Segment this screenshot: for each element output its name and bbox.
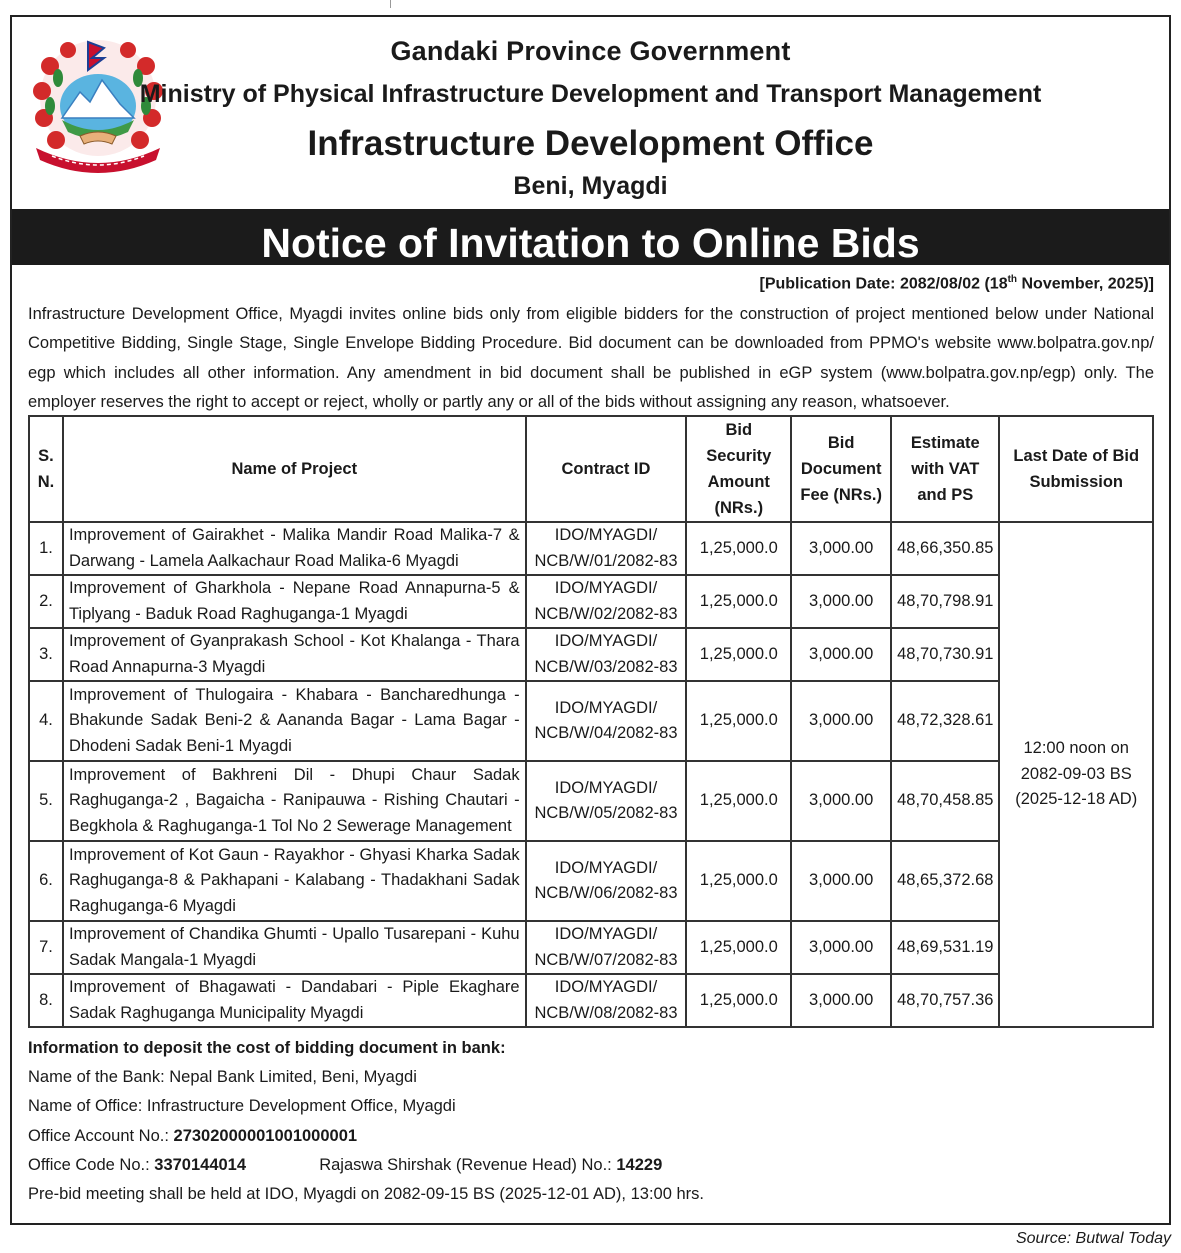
contract-id-line2: NCB/W/02/2082-83 [534, 604, 678, 623]
row-project-name: Improvement of Bhagawati - Dandabari - Piple Ekaghare Sadak Raghuganga Municipality Myagdi [63, 974, 526, 1027]
row-contract-id [526, 575, 687, 628]
row-bid-security: 1,25,000.0 [686, 681, 791, 761]
row-bid-security: 1,25,000.0 [686, 628, 791, 681]
notice-banner [12, 209, 1169, 265]
last-date-cell [999, 522, 1153, 1027]
row-project-name: Improvement of Gharkhola - Nepane Road Annapurna-5 & Tiplyang - Baduk Road Raghuganga-1 Myagdi [63, 575, 526, 628]
header-document-fee: Bid Document Fee (NRs.) [791, 416, 891, 522]
row-estimate: 48,69,531.19 [891, 921, 999, 974]
row-sn: 3. [29, 628, 63, 681]
publication-date-suffix: November, 2025)] [1017, 275, 1154, 293]
notice-title: Notice of Invitation to Online Bids [261, 220, 920, 265]
row-contract-id [526, 761, 687, 841]
table-row [29, 761, 1153, 841]
row-document-fee: 3,000.00 [791, 921, 891, 974]
contract-id-line2: NCB/W/03/2082-83 [534, 657, 678, 676]
row-estimate: 48,70,757.36 [891, 974, 999, 1027]
row-sn: 6. [29, 841, 63, 921]
top-margin-mark [390, 0, 391, 8]
projects-table [28, 415, 1154, 1028]
table-row [29, 681, 1153, 761]
last-date-line2: 2082-09-03 BS [1020, 764, 1132, 783]
row-estimate: 48,66,350.85 [891, 522, 999, 575]
bank-info-heading: Information to deposit the cost of bidding document in bank: [28, 1039, 506, 1057]
prebid-meeting: Pre-bid meeting shall be held at IDO, Myagdi on 2082-09-15 BS (2025-12-01 AD), 13:00 hrs. [28, 1184, 704, 1203]
office-code [28, 1151, 704, 1180]
contract-id-line2: NCB/W/04/2082-83 [534, 724, 678, 742]
contract-id-line1: IDO/MYAGDI/ [554, 632, 658, 650]
row-sn: 4. [29, 681, 63, 761]
table-row [29, 575, 1153, 628]
office-title: Infrastructure Development Office [307, 124, 874, 163]
ministry-title: Ministry of Physical Infrastructure Development and Transport Management [139, 80, 1042, 108]
table-row [29, 974, 1153, 1027]
province-title: Gandaki Province Government [390, 36, 791, 66]
bank-info-section [28, 1034, 704, 1209]
publication-date-prefix: [Publication Date: 2082/08/02 (18 [759, 275, 1008, 293]
row-document-fee: 3,000.00 [791, 761, 891, 841]
row-sn: 7. [29, 921, 63, 974]
intro-paragraph: Infrastructure Development Office, Myagdi invites online bids only from eligible bidders for the construction of project mentioned below under National Competitive Bidding, Single Stage, Single Envelope Bidding Procedure. Bid document can be downloaded from PPMO's website www.bolpatra.gov.np/ egp which includes all other information. Any amendment in bid document shall be published in eGP system (www.bolpatra.gov.np/egp) only. The employer reserves the right to accept or reject, wholly or partly any or all of the bids without assigning any reason, whatsoever. [28, 305, 1154, 412]
table-row [29, 628, 1153, 681]
table-row [29, 522, 1153, 575]
publication-date [759, 274, 1154, 293]
header-last-date: Last Date of Bid Submission [999, 416, 1153, 522]
row-project-name: Improvement of Thulogaira - Khabara - Bancharedhunga - Bhakunde Sadak Beni-2 & Aananda Bagar - Lama Bagar - Dhodeni Sadak Beni-1 Myagdi [63, 681, 526, 761]
row-estimate: 48,72,328.61 [891, 681, 999, 761]
header-bid-security: Bid Security Amount (NRs.) [686, 416, 791, 522]
source-credit: Source: Butwal Today [1015, 1230, 1171, 1247]
last-date-line3: (2025-12-18 AD) [1015, 790, 1138, 809]
account-number [28, 1122, 704, 1151]
contract-id-line1: IDO/MYAGDI/ [554, 858, 658, 877]
row-estimate: 48,65,372.68 [891, 841, 999, 921]
row-bid-security: 1,25,000.0 [686, 522, 791, 575]
row-project-name: Improvement of Chandika Ghumti - Upallo Tusarepani - Kuhu Sadak Mangala-1 Myagdi [63, 921, 526, 974]
header-contract-id: Contract ID [526, 416, 687, 522]
office-code-label: Office Code No.: [28, 1155, 155, 1174]
row-project-name: Improvement of Gyanprakash School - Kot Khalanga - Thara Road Annapurna-3 Myagdi [63, 628, 526, 681]
publication-date-sup: th [1007, 274, 1018, 285]
last-date-line1: 12:00 noon on [1023, 739, 1129, 758]
contract-id-line2: NCB/W/08/2082-83 [534, 1003, 678, 1022]
contract-id-line1: IDO/MYAGDI/ [554, 526, 658, 544]
header-project-name: Name of Project [63, 416, 526, 522]
row-project-name: Improvement of Bakhreni Dil - Dhupi Chaur Sadak Raghuganga-2 , Bagaicha - Ranipauwa - Rishing Chautari - Begkhola & Raghuganga-1 Tol No 2 Sewerage Management [63, 761, 526, 841]
table-row [29, 841, 1153, 921]
contract-id-line1: IDO/MYAGDI/ [554, 925, 658, 943]
account-value: 27302000001001000001 [173, 1126, 358, 1145]
row-document-fee: 3,000.00 [791, 628, 891, 681]
account-label: Office Account No.: [28, 1126, 174, 1145]
row-bid-security: 1,25,000.0 [686, 575, 791, 628]
contract-id-line1: IDO/MYAGDI/ [554, 698, 658, 717]
contract-id-line1: IDO/MYAGDI/ [554, 978, 658, 996]
row-estimate: 48,70,798.91 [891, 575, 999, 628]
row-bid-security: 1,25,000.0 [686, 921, 791, 974]
office-code-value: 3370144014 [154, 1155, 247, 1174]
row-sn: 8. [29, 974, 63, 1027]
header-estimate: Estimate with VAT and PS [891, 416, 999, 522]
contract-id-line2: NCB/W/01/2082-83 [534, 551, 678, 570]
row-document-fee: 3,000.00 [791, 575, 891, 628]
row-document-fee: 3,000.00 [791, 974, 891, 1027]
contract-id-line2: NCB/W/07/2082-83 [534, 950, 678, 969]
row-bid-security: 1,25,000.0 [686, 841, 791, 921]
revenue-head-label: Rajaswa Shirshak (Revenue Head) No.: [319, 1155, 617, 1174]
row-document-fee: 3,000.00 [791, 841, 891, 921]
contract-id-line1: IDO/MYAGDI/ [554, 778, 658, 797]
row-contract-id [526, 841, 687, 921]
revenue-head-value: 14229 [616, 1155, 663, 1174]
row-sn: 1. [29, 522, 63, 575]
row-contract-id [526, 628, 687, 681]
row-contract-id [526, 974, 687, 1027]
row-contract-id [526, 522, 687, 575]
row-contract-id [526, 681, 687, 761]
office-location: Beni, Myagdi [513, 172, 668, 200]
contract-id-line2: NCB/W/06/2082-83 [534, 884, 678, 902]
header-sn: S. N. [29, 416, 63, 522]
table-header-row [29, 416, 1153, 522]
bank-name: Name of the Bank: Nepal Bank Limited, Beni, Myagdi [28, 1068, 417, 1087]
row-estimate: 48,70,730.91 [891, 628, 999, 681]
row-document-fee: 3,000.00 [791, 681, 891, 761]
row-document-fee: 3,000.00 [791, 522, 891, 575]
row-bid-security: 1,25,000.0 [686, 761, 791, 841]
contract-id-line1: IDO/MYAGDI/ [554, 579, 658, 597]
office-name: Name of Office: Infrastructure Development Office, Myagdi [28, 1097, 456, 1116]
row-sn: 2. [29, 575, 63, 628]
contract-id-line2: NCB/W/05/2082-83 [534, 804, 678, 822]
row-contract-id [526, 921, 687, 974]
row-project-name: Improvement of Kot Gaun - Rayakhor - Ghyasi Kharka Sadak Raghuganga-8 & Pakhapani - Kalabang - Thadakhani Sadak Raghuganga-6 Myagdi [63, 841, 526, 921]
row-project-name: Improvement of Gairakhet - Malika Mandir Road Malika-7 & Darwang - Lamela Aalkachaur Road Malika-6 Myagdi [63, 522, 526, 575]
table-row [29, 921, 1153, 974]
row-sn: 5. [29, 761, 63, 841]
row-estimate: 48,70,458.85 [891, 761, 999, 841]
row-bid-security: 1,25,000.0 [686, 974, 791, 1027]
